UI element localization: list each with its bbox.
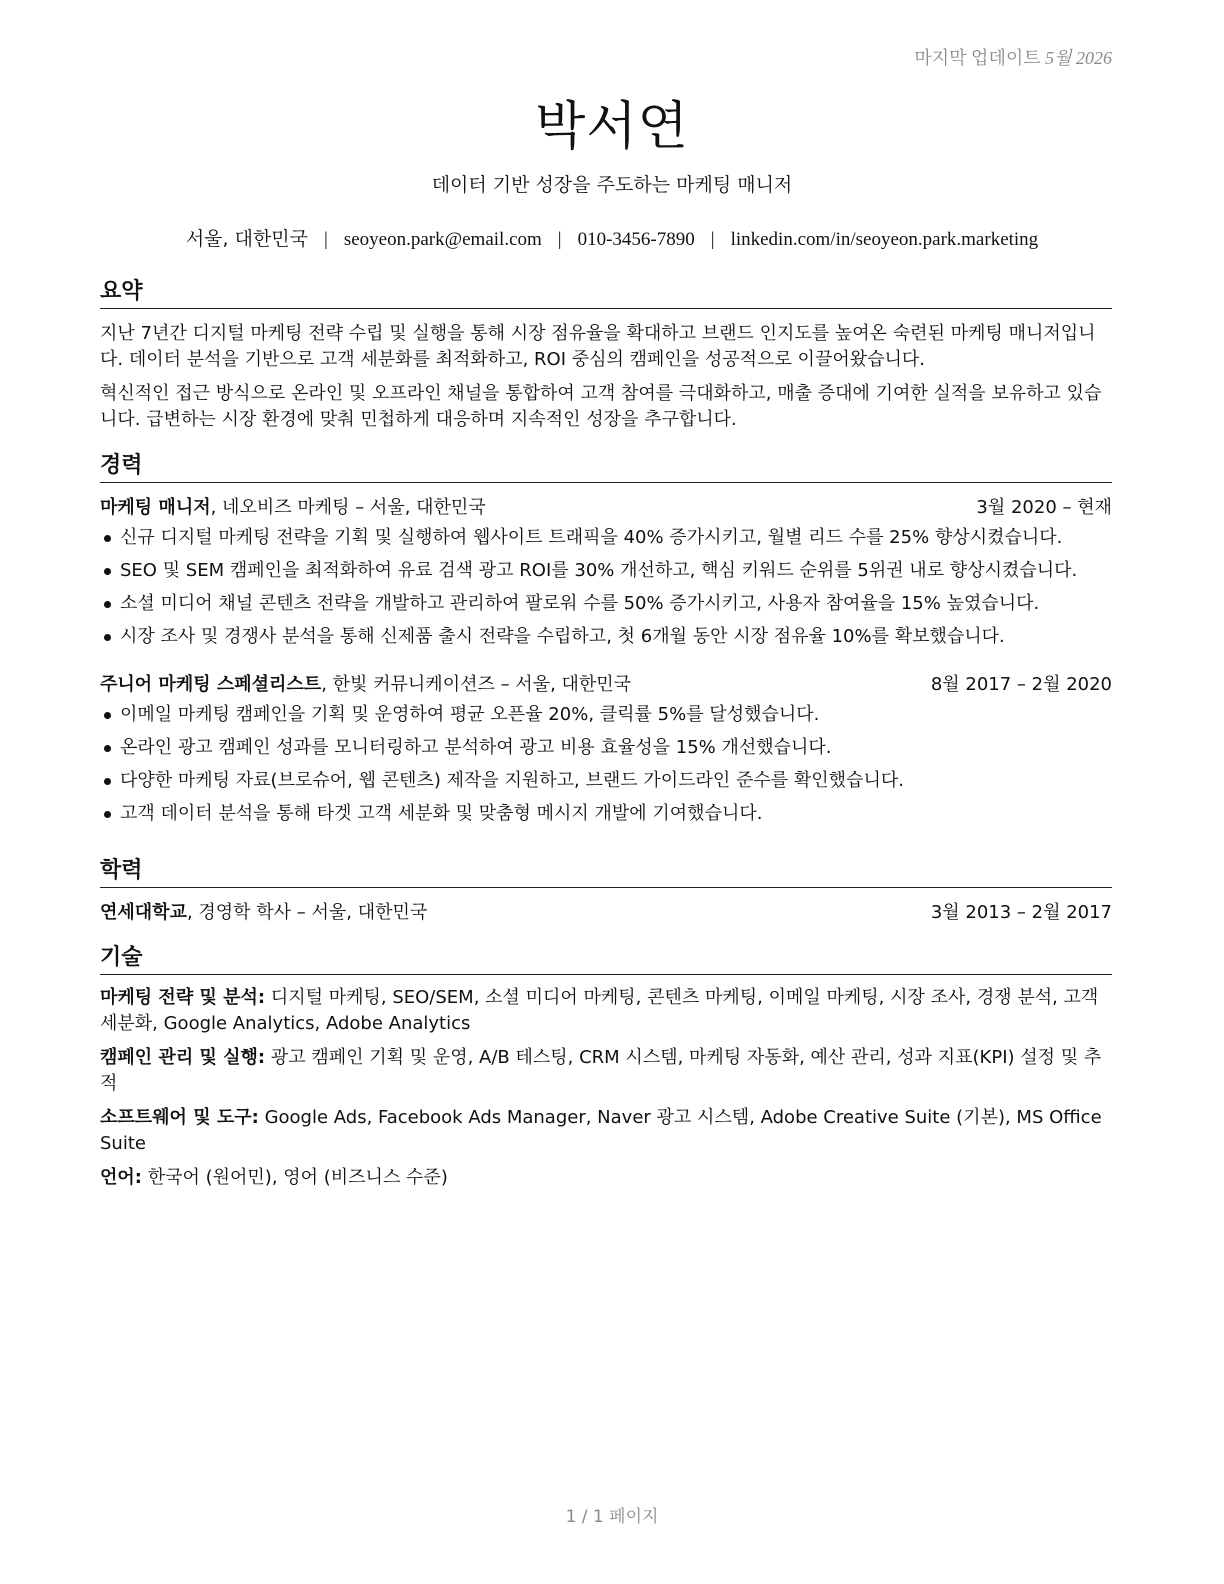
skills-section [100,944,1112,1191]
last-updated-date: 5월 2026 [1045,48,1112,68]
skill-label: 마케팅 전략 및 분석: [100,987,266,1008]
job-bullet: 다양한 마케팅 자료(브로슈어, 웹 콘텐츠) 제작을 지원하고, 브랜드 가이드라인 준수를 확인했습니다. [100,768,1112,794]
skill-label: 소프트웨어 및 도구: [100,1107,259,1128]
experience-section [100,452,1112,834]
resume-name: 박서연 [535,97,689,157]
skill-text: Google Ads, Facebook Ads Manager, Naver 광고 시스템, Adobe Creative Suite (기본), MS Office Suite [100,1107,1102,1154]
summary-paragraph: 지난 7년간 디지털 마케팅 전략 수립 및 실행을 통해 시장 점유율을 확대하고 브랜드 인지도를 높여온 숙련된 마케팅 매니저입니다. 데이터 분석을 기반으로 고객 세분화를 최적화하고, ROI 중심의 캠페인을 성공적으로 이끌어왔습니다. [100,323,1096,370]
education-dates: 3월 2013 – 2월 2017 [930,902,1112,923]
job-header [100,672,1112,698]
job-bullets [100,702,1112,827]
summary-section [100,278,1112,433]
job-entry [100,672,1112,827]
skill-label: 캠페인 관리 및 실행: [100,1047,266,1068]
resume-tagline: 데이터 기반 성장을 주도하는 마케팅 매니저 [431,174,793,196]
job-dates: 8월 2017 – 2월 2020 [930,674,1112,695]
last-updated [914,44,1112,70]
job-bullet: 고객 데이터 분석을 통해 타겟 고객 세분화 및 맞춤형 메시지 개발에 기여했습니다. [100,801,1112,827]
job-bullet: SEO 및 SEM 캠페인을 최적화하여 유료 검색 광고 ROI를 30% 개선하고, 핵심 키워드 순위를 5위권 내로 향상시켰습니다. [100,558,1112,584]
job-role: 주니어 마케팅 스페셜리스트 [100,674,322,695]
page-number: 1 / 1 페이지 [565,1507,659,1527]
skill-label: 언어: [100,1167,142,1188]
skill-item [100,1105,1112,1157]
skills-title: 기술 [100,944,1112,975]
education-section [100,857,1112,926]
job-org: , 한빛 커뮤니케이션즈 – 서울, 대한민국 [321,674,632,695]
contact-email[interactable]: seoyeon.park@email.com [343,229,542,250]
job-bullet: 이메일 마케팅 캠페인을 기획 및 운영하여 평균 오픈율 20%, 클릭률 5%를 달성했습니다. [100,702,1112,728]
job-org: , 네오비즈 마케팅 – 서울, 대한민국 [210,497,486,518]
job-bullet: 시장 조사 및 경쟁사 분석을 통해 신제품 출시 전략을 수립하고, 첫 6개월 동안 시장 점유율 10%를 확보했습니다. [100,624,1112,650]
skill-item [100,1165,1112,1191]
contact-separator: | [324,229,328,250]
education-title: 학력 [100,857,1112,888]
last-updated-label: 마지막 업데이트 [914,48,1041,68]
contact-separator: | [557,229,562,250]
job-role: 마케팅 매니저 [100,497,211,518]
job-bullets [100,525,1112,650]
education-school: 연세대학교 [100,902,187,923]
summary-title: 요약 [100,278,1112,309]
education-entry [100,900,1112,926]
contact-separator: | [710,229,715,250]
summary-paragraph: 혁신적인 접근 방식으로 온라인 및 오프라인 채널을 통합하여 고객 참여를 극대화하고, 매출 증대에 기여한 실적을 보유하고 있습니다. 급변하는 시장 환경에 맞춰 민첩하게 대응하며 지속적인 성장을 추구합니다. [100,383,1102,430]
skill-text: 디지털 마케팅, SEO/SEM, 소셜 미디어 마케팅, 콘텐츠 마케팅, 이메일 마케팅, 시장 조사, 경쟁 분석, 고객 세분화, Google Analytics, Adobe Analytics [100,987,1099,1034]
skill-item [100,1045,1112,1097]
job-bullet: 신규 디지털 마케팅 전략을 기획 및 실행하여 웹사이트 트래픽을 40% 증가시키고, 월별 리드 수를 25% 향상시켰습니다. [100,525,1112,551]
contact-linkedin[interactable]: linkedin.com/in/seoyeon.park.marketing [730,229,1039,250]
skill-text: 광고 캠페인 기획 및 운영, A/B 테스팅, CRM 시스템, 마케팅 자동화, 예산 관리, 성과 지표(KPI) 설정 및 추적 [100,1047,1102,1094]
contact-line [0,224,1224,251]
job-header [100,495,1112,521]
job-bullet: 온라인 광고 캠페인 성과를 모니터링하고 분석하여 광고 비용 효율성을 15% 개선했습니다. [100,735,1112,761]
skill-text: 한국어 (원어민), 영어 (비즈니스 수준) [147,1167,448,1188]
education-detail: , 경영학 학사 – 서울, 대한민국 [186,902,428,923]
job-dates: 3월 2020 – 현재 [976,497,1112,518]
job-bullet: 소셜 미디어 채널 콘텐츠 전략을 개발하고 관리하여 팔로워 수를 50% 증가시키고, 사용자 참여율을 15% 높였습니다. [100,591,1112,617]
experience-title: 경력 [100,452,1112,483]
contact-location: 서울, 대한민국 [185,228,309,250]
job-entry [100,495,1112,650]
contact-phone[interactable]: 010-3456-7890 [577,229,695,250]
skill-item [100,985,1112,1037]
